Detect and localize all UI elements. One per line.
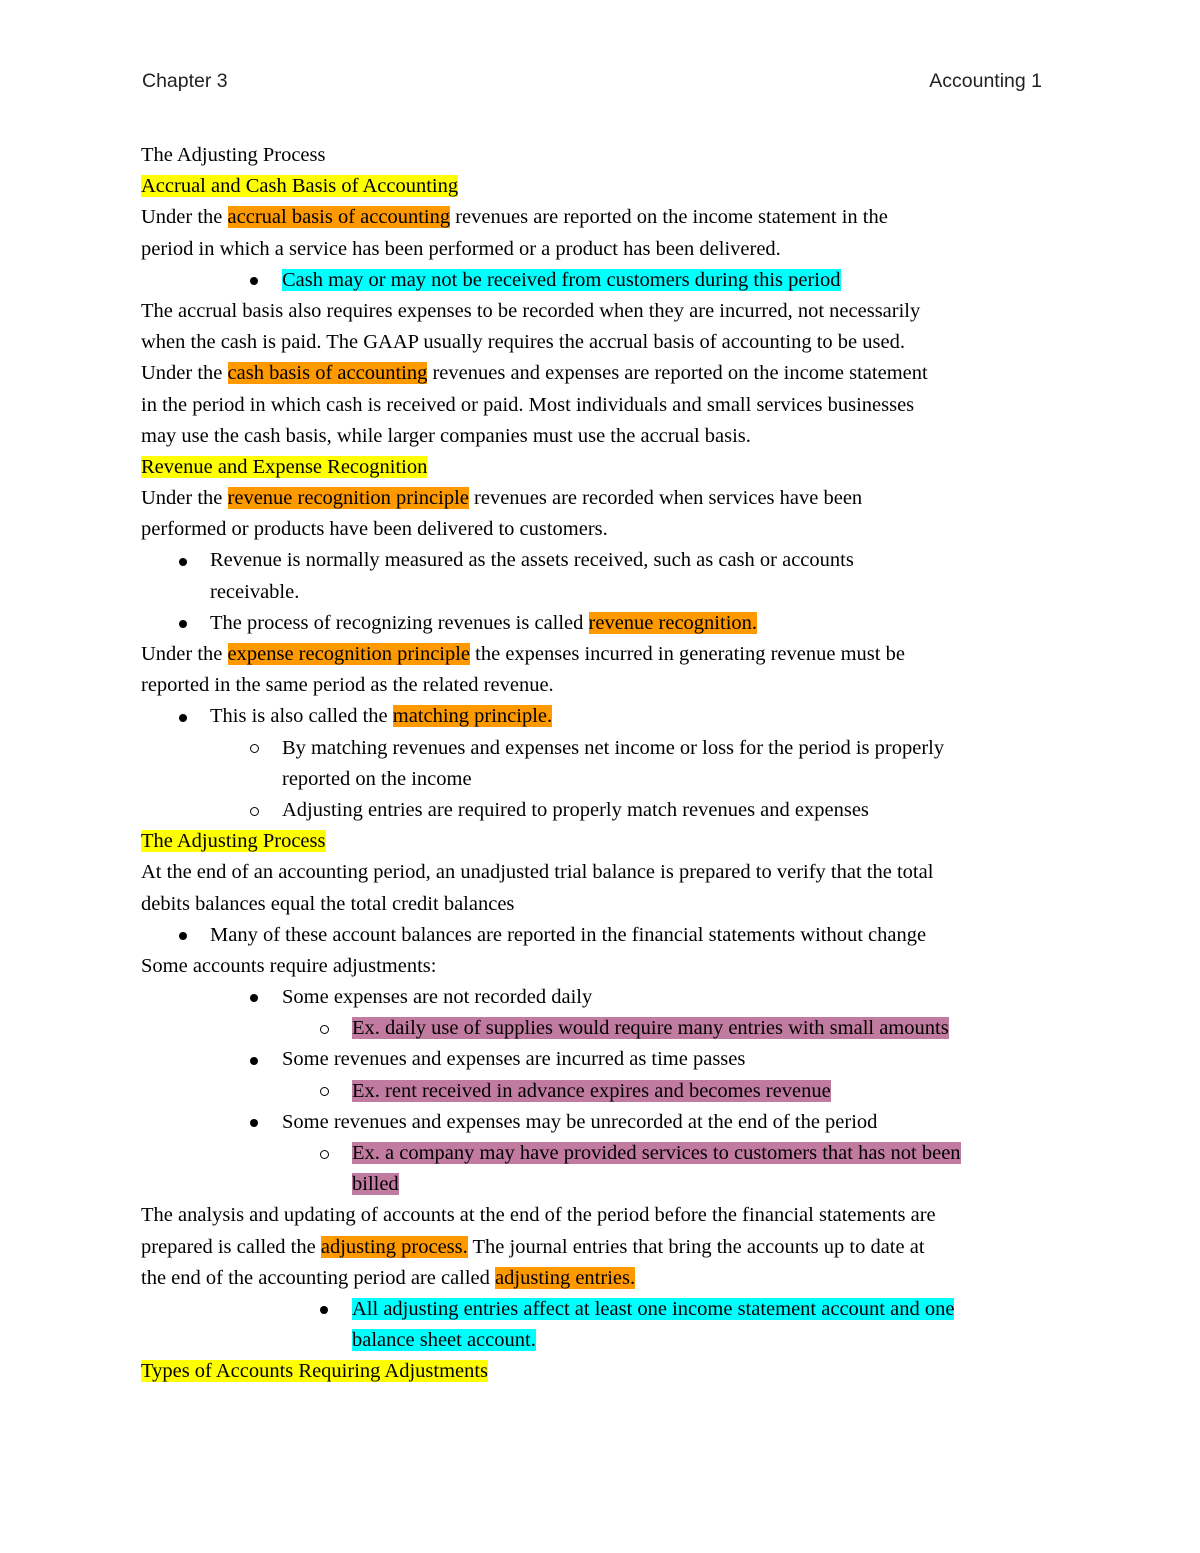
bullet-icon [250,1044,258,1075]
sub-bullet-item: Ex. a company may have provided services to customers that has not been [141,1138,1061,1169]
bullet-item: Revenue is normally measured as the assets received, such as cash or accounts [141,545,1061,576]
section-heading: The Adjusting Process [141,830,326,853]
paragraph-line: Under the accrual basis of accounting revenues are reported on the income statement in the [141,206,888,229]
paragraph-line: prepared is called the adjusting process. The journal entries that bring the accounts up to date at [141,1235,925,1258]
key-term: expense recognition principle [227,643,471,665]
key-term: revenue recognition. [588,611,758,634]
paragraph-line: Under the revenue recognition principle revenues are recorded when services have been [141,487,863,510]
bullet-icon [179,608,187,639]
paragraph-line: performed or products have been delivered to customers. [141,518,608,541]
paragraph-line: in the period in which cash is received or paid. Most individuals and small services businesses [141,393,915,416]
circle-bullet-icon [320,1138,329,1169]
section-heading: Types of Accounts Requiring Adjustments [141,1360,489,1383]
paragraph-line: the end of the accounting period are called adjusting entries. [141,1266,636,1289]
paragraph-line: Some accounts require adjustments: [141,954,437,977]
sub-bullet-continuation: billed [352,1173,399,1196]
paragraph-line: The analysis and updating of accounts at the end of the period before the financial statements are [141,1204,936,1227]
bullet-item: This is also called the matching principle. [141,701,1061,732]
bullet-item: Some revenues and expenses are incurred as time passes [141,1044,1061,1075]
key-term: adjusting process. [320,1235,468,1258]
sub-bullet-item: Adjusting entries are required to properly match revenues and expenses [141,795,1061,826]
document-title: The Adjusting Process [141,144,326,166]
document-body [141,140,1061,1388]
paragraph-line: reported in the same period as the related revenue. [141,674,554,697]
key-term: accrual basis of accounting [227,206,451,229]
key-term: adjusting entries. [495,1266,636,1289]
header-chapter: Chapter 3 [142,70,228,92]
paragraph-line: At the end of an accounting period, an unadjusted trial balance is prepared to verify that the total [141,861,934,884]
bullet-item: Some revenues and expenses may be unrecorded at the end of the period [141,1107,1061,1138]
bullet-item: The process of recognizing revenues is called revenue recognition. [141,608,1061,639]
circle-bullet-icon [250,733,259,764]
paragraph-line: Under the cash basis of accounting revenues and expenses are reported on the income statement [141,362,928,385]
paragraph-line: debits balances equal the total credit balances [141,892,515,915]
bullet-item: Many of these account balances are reported in the financial statements without change [141,920,1061,951]
bullet-icon [250,265,258,296]
bullet-continuation: balance sheet account. [352,1329,536,1352]
key-term: cash basis of accounting [227,362,428,385]
circle-bullet-icon [320,1013,329,1044]
sub-bullet-continuation: reported on the income [282,767,472,790]
key-term: matching principle. [392,705,553,728]
circle-bullet-icon [250,795,259,826]
paragraph-line: when the cash is paid. The GAAP usually requires the accrual basis of accounting to be used. [141,331,905,354]
bullet-icon [179,545,187,576]
paragraph-line: may use the cash basis, while larger companies must use the accrual basis. [141,424,751,447]
bullet-continuation: receivable. [210,580,300,603]
bullet-icon [179,701,187,732]
header-course: Accounting 1 [929,70,1042,92]
bullet-icon [179,920,187,951]
bullet-icon [250,982,258,1013]
page-header [142,70,1042,98]
circle-bullet-icon [320,1076,329,1107]
sub-bullet-item: Ex. daily use of supplies would require many entries with small amounts [141,1013,1061,1044]
sub-bullet-item: By matching revenues and expenses net income or loss for the period is properly [141,733,1061,764]
section-heading: Revenue and Expense Recognition [141,455,428,478]
bullet-item: All adjusting entries affect at least one income statement account and one [141,1294,1061,1325]
bullet-icon [320,1294,328,1325]
sub-bullet-item: Ex. rent received in advance expires and becomes revenue [141,1076,1061,1107]
bullet-item: Some expenses are not recorded daily [141,982,1061,1013]
paragraph-line: The accrual basis also requires expenses to be recorded when they are incurred, not necessarily [141,299,921,322]
paragraph-line: period in which a service has been performed or a product has been delivered. [141,237,781,260]
bullet-item: Cash may or may not be received from customers during this period [141,265,1061,296]
section-heading: Accrual and Cash Basis of Accounting [141,175,459,198]
key-term: revenue recognition principle [227,487,469,510]
bullet-icon [250,1107,258,1138]
paragraph-line: Under the expense recognition principle the expenses incurred in generating revenue must be [141,643,905,665]
